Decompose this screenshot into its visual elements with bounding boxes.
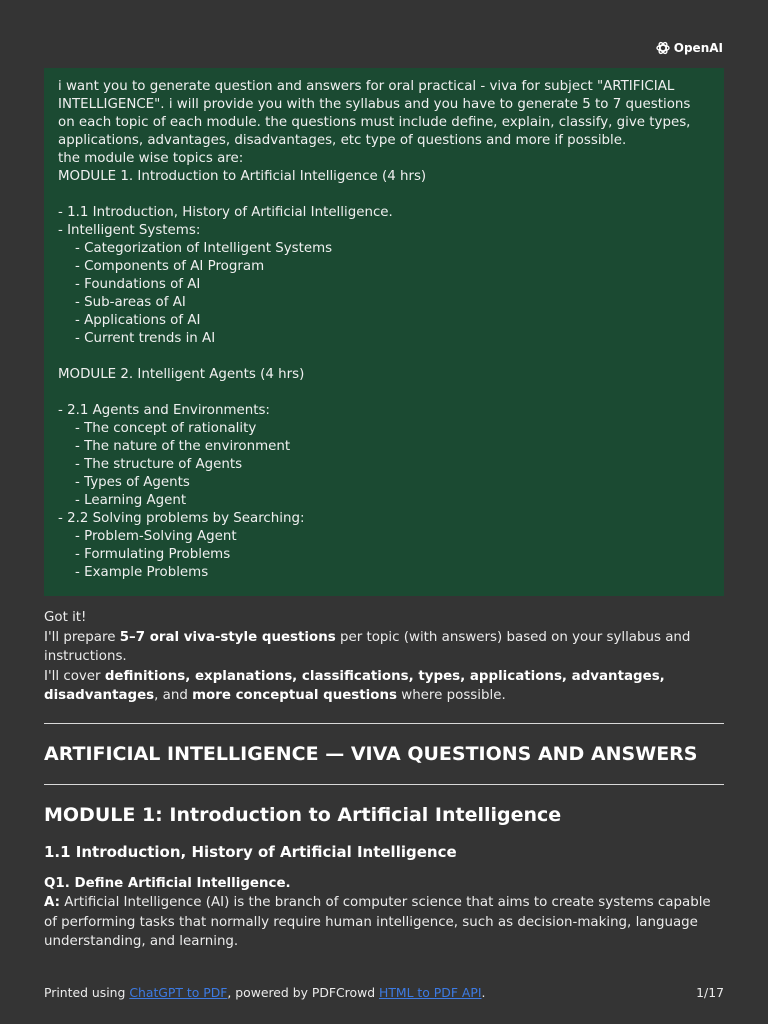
text-span: I'll cover (44, 668, 105, 684)
openai-icon (655, 40, 671, 56)
text-span: , powered by PDFCrowd (227, 985, 380, 1000)
html-to-pdf-api-link[interactable]: HTML to PDF API (379, 985, 482, 1000)
divider (44, 784, 724, 785)
question-title: Q1. Define Artificial Intelligence. (44, 875, 291, 891)
answer-label: A: (44, 895, 60, 910)
assistant-answer (44, 608, 724, 952)
bold-span: more conceptual questions (192, 688, 397, 703)
text-span: where possible. (396, 688, 506, 703)
answer-cover-line (44, 667, 724, 706)
user-prompt-bubble: i want you to generate question and answers for oral practical - viva for subject "ARTIFICIAL INTELLIGENCE". i will provide you with the syllabus and you have to generate 5 to 7 questions on each topic of each module. the questions must include define, explain, classify, give types, applications, advantages, disadvantages, etc type of questions and more if possible. the module wise topics are: MODULE 1. Introduction to Artificial Intelligence (4 hrs) - 1.1 Introduction, History of Artificial Intelligence. - Intelligent Systems: - Categorization of Intelligent Systems - Components of AI Program - Foundations of AI - Sub-areas of AI - Applications of AI - Current trends in AI MODULE 2. Intelligent Agents (4 hrs) - 2.1 Agents and Environments: - The concept of rationality - The nature of the environment - The structure of Agents - Types of Agents - Learning Agent - 2.2 Solving problems by Searching: - Problem-Solving Agent - Formulating Problems - Example Problems (44, 68, 724, 596)
module-heading: MODULE 1: Introduction to Artificial Intelligence (44, 803, 562, 826)
answer-intro-line: Got it! (44, 610, 87, 625)
text-span: . (481, 985, 486, 1000)
main-heading: ARTIFICIAL INTELLIGENCE — VIVA QUESTIONS AND ANSWERS (44, 742, 698, 765)
divider (44, 723, 724, 724)
bold-span: definitions, explanations, classifications, types, applications, advantages, disadvantages (44, 668, 665, 703)
logo-text: OpenAI (673, 41, 723, 55)
text-span: Printed using (44, 985, 130, 1000)
question-answer (44, 893, 724, 952)
sub-heading: 1.1 Introduction, History of Artificial Intelligence (44, 842, 457, 861)
bold-span: 5–7 oral viva-style questions (119, 629, 336, 645)
text-span: , and (154, 688, 193, 703)
answer-text: Artificial Intelligence (AI) is the branch of computer science that aims to create systems capable of performing tasks that normally require human intelligence, such as decision-making, language understanding, and learning. (44, 895, 711, 949)
footer-credits (44, 985, 485, 1000)
page-number: 1/17 (696, 985, 724, 1000)
answer-prepare-line (44, 628, 724, 667)
text-span: I'll prepare (44, 629, 120, 645)
chatgpt-to-pdf-link[interactable]: ChatGPT to PDF (129, 985, 228, 1000)
page-footer (44, 985, 724, 1000)
text-span: per topic (with answers) based on your syllabus and instructions. (44, 629, 691, 664)
openai-logo (655, 40, 723, 56)
